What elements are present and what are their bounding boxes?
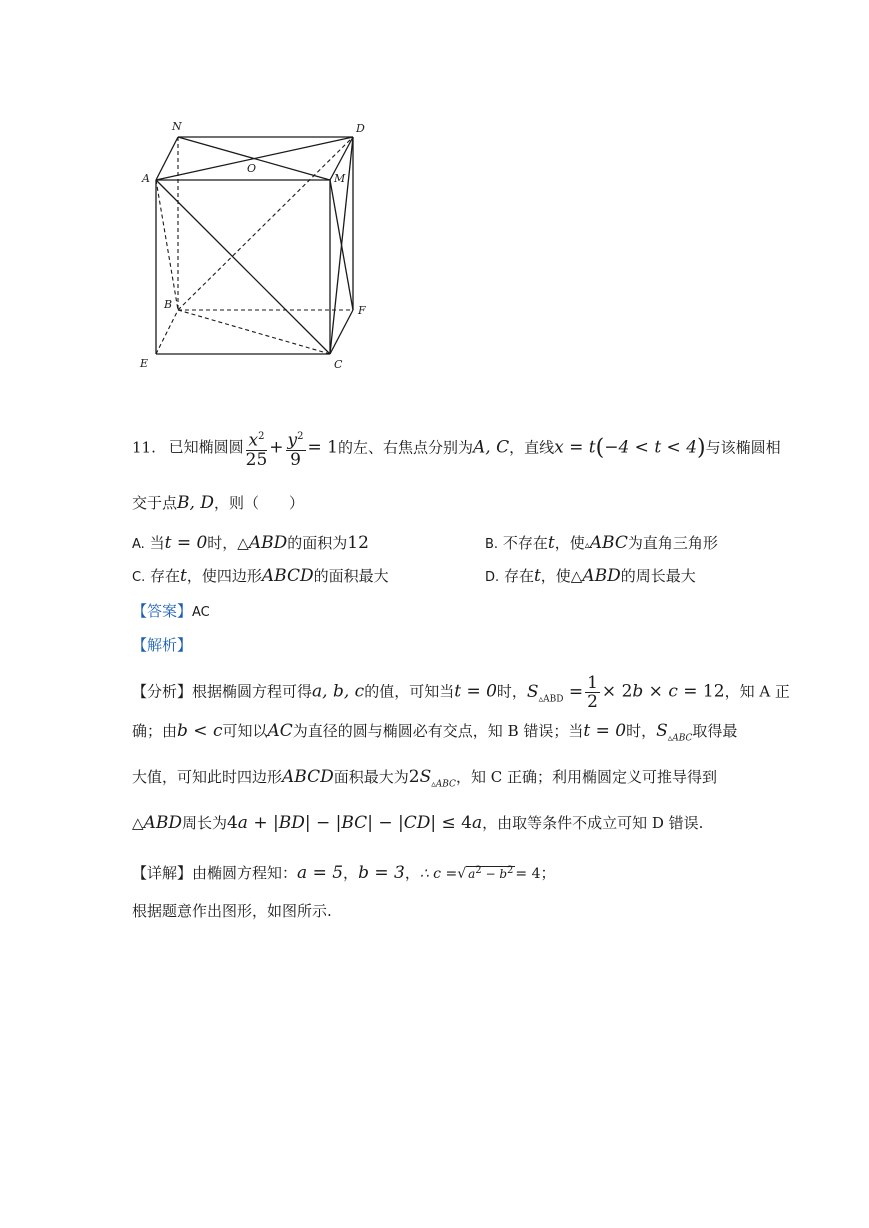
label-D: D bbox=[356, 122, 365, 135]
label-E: E bbox=[140, 357, 149, 370]
answer-value: AC bbox=[192, 605, 210, 620]
label-C: C bbox=[334, 358, 343, 371]
option-B[interactable]: B. 不存在t，使▵ABC为直角三角形 bbox=[485, 533, 718, 553]
answer-line bbox=[132, 600, 210, 624]
label-O: O bbox=[247, 162, 257, 175]
fenxi-line-1: 【分析】根据椭圆方程可得a, b, c的值，可知当t = 0时，$S_{▵ABD}$ = $\frac{1}{2}$ × 2b × c = 12，知 A 正 bbox=[132, 673, 790, 712]
question-line-2: 交于点B, D，则（ ） bbox=[132, 493, 304, 513]
label-A: A bbox=[142, 172, 150, 185]
question-line-1: 11. 已知椭圆圆 $\frac{x^2}{25}$ + $\frac{y^2}{9}$ = 1的左、右焦点分别为A, C，直线x = t(−4 < t < 4)与该椭圆相 bbox=[132, 428, 781, 469]
label-B: B bbox=[164, 298, 173, 311]
option-A[interactable]: A. 当t = 0时，△ABD的面积为12 bbox=[132, 533, 369, 553]
label-F: F bbox=[358, 304, 366, 317]
label-N: N bbox=[172, 120, 182, 133]
fraction-x2-25: $\frac{x^2}{25}$ bbox=[246, 428, 268, 469]
fraction-half: $\frac{1}{2}$ bbox=[587, 673, 598, 712]
fenxi-line-2: 确；由b < c可知以AC为直径的圆与椭圆必有交点，知 B 错误；当t = 0时，$S_{▵ABC}$取得最 bbox=[132, 721, 738, 744]
option-D[interactable]: D. 存在t，使△ABD的周长最大 bbox=[485, 566, 696, 586]
answer-tag: 【答案】 bbox=[132, 602, 193, 620]
fenxi-tag: 【分析】 bbox=[132, 682, 193, 701]
question-number: 11. bbox=[132, 438, 156, 457]
geometry-figure bbox=[134, 112, 374, 374]
fenxi-line-4: △ABD周长为4a + |BD| − |BC| − |CD| ≤ 4a，由取等条件不成立可知 D 错误. bbox=[132, 813, 704, 833]
xiangjie-line-1: 【详解】由椭圆方程知：a = 5，b = 3，∴ c =√ $a^2 - b^2 = 4$； bbox=[132, 863, 556, 883]
fraction-y2-9: $\frac{y^2}{9}$ bbox=[286, 428, 306, 469]
label-M: M bbox=[334, 172, 346, 185]
xiangjie-line-2: 根据题意作出图形，如图所示. bbox=[132, 902, 332, 920]
fenxi-line-3: 大值，可知此时四边形ABCD面积最大为$2S_{▵ABC}$，知 C 正确；利用椭圆定义可推导得到 bbox=[132, 767, 717, 790]
analysis-heading: 【解析】 bbox=[132, 636, 193, 654]
xiangjie-tag: 【详解】 bbox=[132, 864, 193, 882]
option-C[interactable]: C. 存在t，使四边形ABCD的面积最大 bbox=[132, 566, 389, 586]
